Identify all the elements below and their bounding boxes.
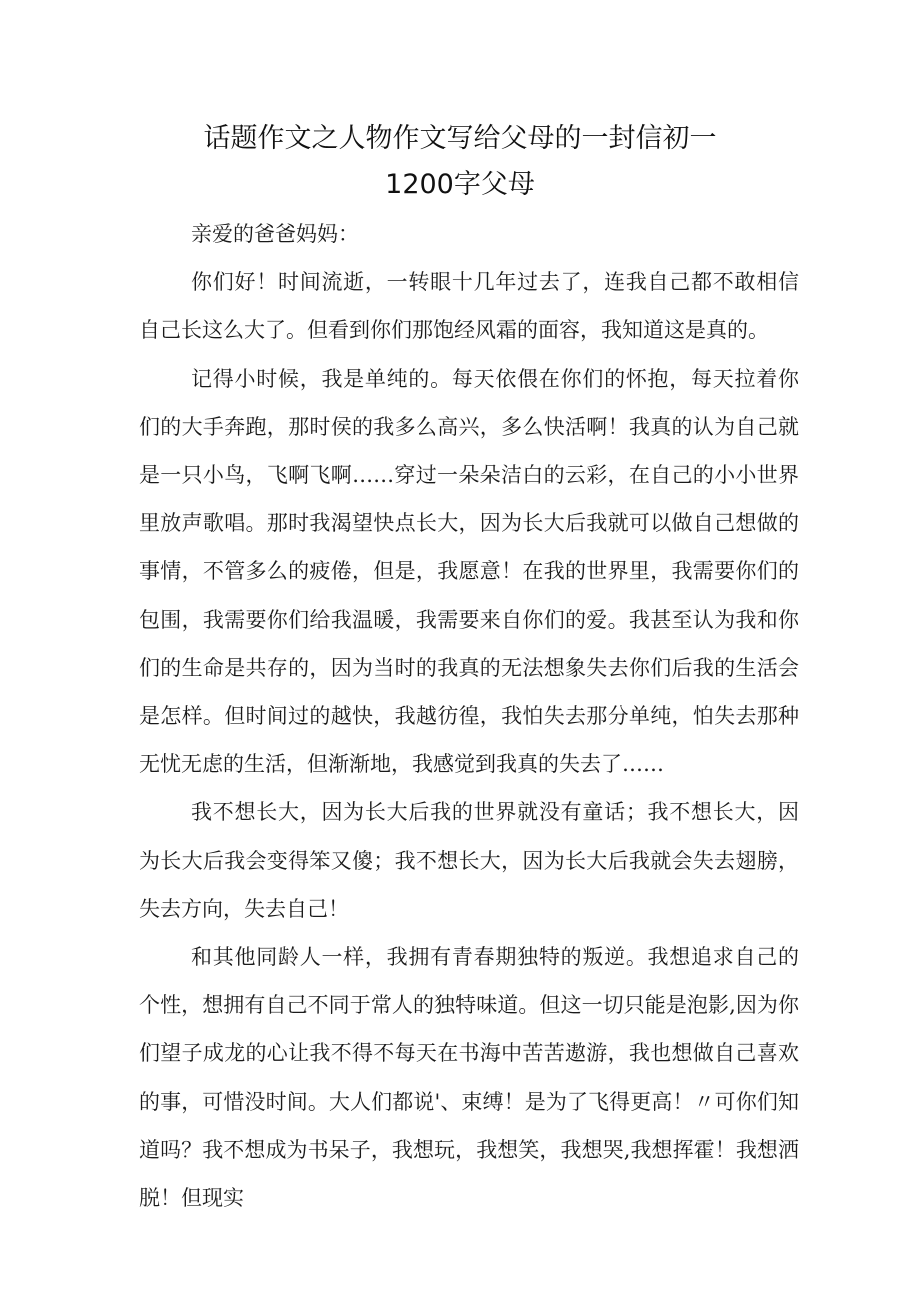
document-title-line-2: 1200字父母 xyxy=(385,169,535,200)
document-title-line-1: 话题作文之人物作文写给父母的一封信初一 xyxy=(203,123,717,154)
letter-paragraph-4: 和其他同龄人一样，我拥有青春期独特的叛逆。我想追求自己的个性，想拥有自己不同于常人的独特味道。但这一切只能是泡影,因为你们望子成龙的心让我不得不每天在书海中苦苦遨游，我也想做自己喜欢的事，可惜没时间。大人们都说'、束缚！是为了飞得更高！〃可你们知道吗？我不想成为书呆子，我想玩，我想笑，我想哭,我想挥霍！我想洒脱！但现实 xyxy=(139,945,799,1211)
letter-paragraph-3: 我不想长大，因为长大后我的世界就没有童话；我不想长大，因为长大后我会变得笨又傻；我不想长大，因为长大后我就会失去翅膀，失去方向，失去自己！ xyxy=(139,800,799,921)
letter-salutation: 亲爱的爸爸妈妈： xyxy=(191,222,359,246)
letter-body xyxy=(139,210,799,1222)
letter-paragraph-2: 记得小时候，我是单纯的。每天依偎在你们的怀抱，每天拉着你们的大手奔跑，那时侯的我多么高兴，多么快活啊！我真的认为自己就是一只小鸟，飞啊飞啊……穿过一朵朵洁白的云彩，在自己的小小世界里放声歌唱。那时我渴望快点长大，因为长大后我就可以做自己想做的事情，不管多么的疲倦，但是，我愿意！在我的世界里，我需要你们的包围，我需要你们给我温暖，我需要来自你们的爱。我甚至认为我和你们的生命是共存的，因为当时的我真的无法想象失去你们后我的生活会是怎样。但时间过的越快，我越彷徨，我怕失去那分单纯，怕失去那种无忧无虑的生活，但渐渐地，我感觉到我真的失去了…… xyxy=(139,366,799,777)
letter-paragraph-1: 你们好！时间流逝，一转眼十几年过去了，连我自己都不敢相信自己长这么大了。但看到你们那饱经风霜的面容，我知道这是真的。 xyxy=(139,270,799,343)
